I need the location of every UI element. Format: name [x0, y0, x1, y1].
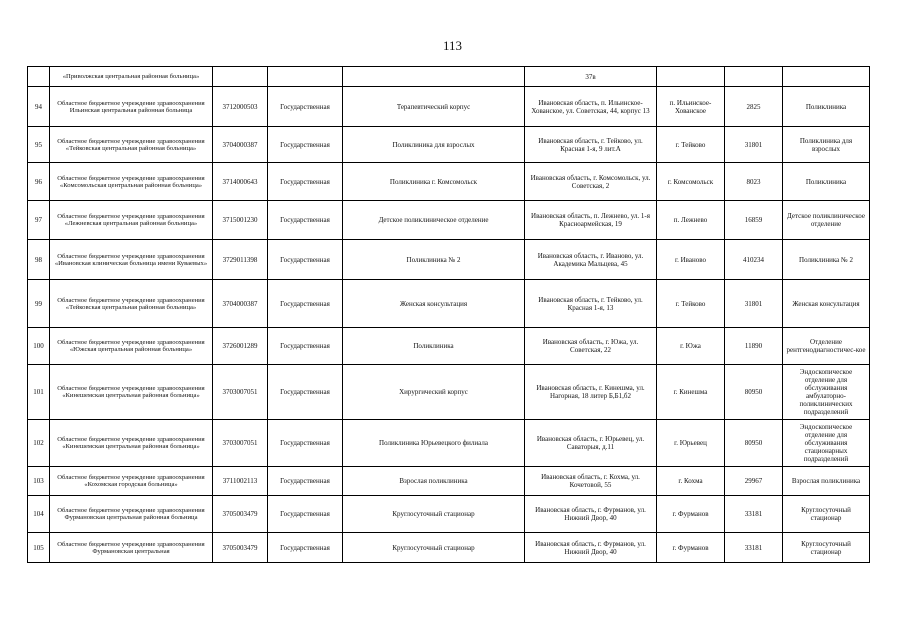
- organization-cell: Областное бюджетное учреждение здравоохранения Ильинская центральная районная больница: [50, 87, 213, 127]
- ownership-cell: Государственная: [268, 328, 343, 365]
- inn-cell: 3705003479: [213, 533, 268, 563]
- table-row: [28, 67, 870, 87]
- row-number-cell: 99: [28, 280, 50, 328]
- ownership-cell: Государственная: [268, 467, 343, 496]
- row-number-cell: 104: [28, 496, 50, 533]
- inn-cell: 3704000387: [213, 280, 268, 328]
- organization-cell: Областное бюджетное учреждение здравоохранения «Тейковская центральная районная больница»: [50, 127, 213, 163]
- table-row: [28, 87, 870, 127]
- address-cell: Ивановская область, г. Кинешма, ул. Нагорная, 18 литер Б,Б1,б2: [525, 365, 657, 420]
- table-row: [28, 365, 870, 420]
- code-cell: 80950: [725, 365, 783, 420]
- organization-cell: Областное бюджетное учреждение здравоохранения «Кинешемская центральная районная больница»: [50, 420, 213, 467]
- ownership-cell: Государственная: [268, 201, 343, 240]
- facility-type-cell: Эндоскопическое отделение для обслуживания стационарных подразделений: [783, 420, 870, 467]
- row-number-cell: 105: [28, 533, 50, 563]
- inn-cell: 3712000503: [213, 87, 268, 127]
- ownership-cell: Государственная: [268, 496, 343, 533]
- code-cell: 33181: [725, 496, 783, 533]
- code-cell: 410234: [725, 240, 783, 280]
- address-cell: Ивановская область, г. Юрьевец, ул. Саваторыя, д.11: [525, 420, 657, 467]
- code-cell: 11890: [725, 328, 783, 365]
- facility-name-cell: Поликлиника г. Комсомольск: [343, 163, 525, 201]
- facility-type-cell: Поликлиника для взрослых: [783, 127, 870, 163]
- inn-cell: 3711002113: [213, 467, 268, 496]
- address-cell: Ивановская область, г. Фурманов, ул. Нижний Двор, 40: [525, 496, 657, 533]
- facility-type-cell: Взрослая поликлиника: [783, 467, 870, 496]
- locality-cell: г. Фурманов: [657, 533, 725, 563]
- address-cell: Ивановская область, г. Иваново, ул. Академика Мальцева, 45: [525, 240, 657, 280]
- table-row: [28, 420, 870, 467]
- organization-cell: Областное бюджетное учреждение здравоохранения «Лежневская центральная районная больница»: [50, 201, 213, 240]
- address-cell: Ивановская область, г. Тейково, ул. Красная 1-я, 13: [525, 280, 657, 328]
- facility-type-cell: Поликлиника: [783, 163, 870, 201]
- ownership-cell: Государственная: [268, 280, 343, 328]
- table-row: [28, 163, 870, 201]
- table-row: [28, 280, 870, 328]
- organization-cell: Областное бюджетное учреждение здравоохранения «Ивановская клиническая больница имени Куваевых»: [50, 240, 213, 280]
- facility-type-cell: Круглосуточный стационар: [783, 496, 870, 533]
- table-row: [28, 467, 870, 496]
- facility-name-cell: Поликлиника № 2: [343, 240, 525, 280]
- locality-cell: п. Лежнево: [657, 201, 725, 240]
- address-cell: Ивановская область, п. Ильинское-Хованское, ул. Советская, 44, корпус 13: [525, 87, 657, 127]
- row-number-cell: 98: [28, 240, 50, 280]
- page-number: 113: [442, 38, 463, 53]
- locality-cell: п. Ильинское-Хованское: [657, 87, 725, 127]
- inn-cell: 3704000387: [213, 127, 268, 163]
- table-row: [28, 533, 870, 563]
- facility-name-cell: Детское поликлиническое отделение: [343, 201, 525, 240]
- address-cell: Ивановская область, г. Тейково, ул. Красная 1-я, 9 лит.А: [525, 127, 657, 163]
- facility-name-cell: Терапевтический корпус: [343, 87, 525, 127]
- table-row: [28, 496, 870, 533]
- organization-cell: Областное бюджетное учреждение здравоохранения Фурмановская центральная: [50, 533, 213, 563]
- address-cell: Ивановская область, г. Кохма, ул. Кочетовой, 55: [525, 467, 657, 496]
- locality-cell: г. Иваново: [657, 240, 725, 280]
- facility-type-cell: Женская консультация: [783, 280, 870, 328]
- facility-name-cell: Круглосуточный стационар: [343, 496, 525, 533]
- locality-cell: г. Фурманов: [657, 496, 725, 533]
- row-number-cell: 94: [28, 87, 50, 127]
- inn-cell: 3729011398: [213, 240, 268, 280]
- ownership-cell: Государственная: [268, 240, 343, 280]
- table-row: [28, 328, 870, 365]
- row-number-cell: 96: [28, 163, 50, 201]
- row-number-cell: 100: [28, 328, 50, 365]
- inn-cell: 3703007051: [213, 420, 268, 467]
- locality-cell: г. Комсомольск: [657, 163, 725, 201]
- code-cell: 29967: [725, 467, 783, 496]
- facility-type-cell: Отделение рентгенодиагностичес-кое: [783, 328, 870, 365]
- facility-name-cell: Поликлиника: [343, 328, 525, 365]
- inn-cell: 3703007051: [213, 365, 268, 420]
- organization-cell: Областное бюджетное учреждение здравоохранения «Тейковская центральная районная больница»: [50, 280, 213, 328]
- organization-cell: Областное бюджетное учреждение здравоохранения «Кинешемская центральная районная больница»: [50, 365, 213, 420]
- address-cell: 37в: [525, 67, 657, 87]
- facility-name-cell: Поликлиника Юрьевецкого филиала: [343, 420, 525, 467]
- organization-cell: Областное бюджетное учреждение здравоохранения «Комсомольская центральная районная больница»: [50, 163, 213, 201]
- inn-cell: 3714000643: [213, 163, 268, 201]
- ownership-cell: Государственная: [268, 87, 343, 127]
- code-cell: 8023: [725, 163, 783, 201]
- facility-type-cell: Детское поликлиническое отделение: [783, 201, 870, 240]
- facility-type-cell: Поликлиника № 2: [783, 240, 870, 280]
- ownership-cell: Государственная: [268, 163, 343, 201]
- address-cell: Ивановская область, г. Фурманов, ул. Нижний Двор, 40: [525, 533, 657, 563]
- locality-cell: г. Кинешма: [657, 365, 725, 420]
- ownership-cell: Государственная: [268, 420, 343, 467]
- row-number-cell: 103: [28, 467, 50, 496]
- ownership-cell: Государственная: [268, 127, 343, 163]
- facilities-table: [27, 66, 870, 563]
- locality-cell: г. Тейково: [657, 127, 725, 163]
- code-cell: 2825: [725, 87, 783, 127]
- inn-cell: 3705003479: [213, 496, 268, 533]
- facility-name-cell: Поликлиника для взрослых: [343, 127, 525, 163]
- facility-name-cell: Хирургический корпус: [343, 365, 525, 420]
- address-cell: Ивановская область, г. Южа, ул. Советская, 22: [525, 328, 657, 365]
- organization-cell: Областное бюджетное учреждение здравоохранения «Кохомская городская больница»: [50, 467, 213, 496]
- inn-cell: 3726001289: [213, 328, 268, 365]
- address-cell: Ивановская область, п. Лежнево, ул. 1-я Красноармейская, 19: [525, 201, 657, 240]
- row-number-cell: 97: [28, 201, 50, 240]
- facility-name-cell: Взрослая поликлиника: [343, 467, 525, 496]
- locality-cell: г. Юрьевец: [657, 420, 725, 467]
- table-row: [28, 240, 870, 280]
- code-cell: 33181: [725, 533, 783, 563]
- organization-cell: «Приволжская центральная районная больница»: [50, 67, 213, 87]
- organization-cell: Областное бюджетное учреждение здравоохранения «Южская центральная районная больница»: [50, 328, 213, 365]
- facility-type-cell: Круглосуточный стационар: [783, 533, 870, 563]
- code-cell: 31801: [725, 280, 783, 328]
- row-number-cell: 101: [28, 365, 50, 420]
- address-cell: Ивановская область, г. Комсомольск, ул. Советская, 2: [525, 163, 657, 201]
- code-cell: 80950: [725, 420, 783, 467]
- facility-name-cell: Женская консультация: [343, 280, 525, 328]
- locality-cell: г. Тейково: [657, 280, 725, 328]
- row-number-cell: 95: [28, 127, 50, 163]
- facility-type-cell: Поликлиника: [783, 87, 870, 127]
- ownership-cell: Государственная: [268, 533, 343, 563]
- row-number-cell: 102: [28, 420, 50, 467]
- organization-cell: Областное бюджетное учреждение здравоохранения Фурмановская центральная районная больница: [50, 496, 213, 533]
- facility-name-cell: Круглосуточный стационар: [343, 533, 525, 563]
- table-row: [28, 201, 870, 240]
- facility-type-cell: Эндоскопическое отделение для обслуживания амбулаторно-поликлинических подразделений: [783, 365, 870, 420]
- locality-cell: г. Кохма: [657, 467, 725, 496]
- locality-cell: г. Южа: [657, 328, 725, 365]
- code-cell: 31801: [725, 127, 783, 163]
- code-cell: 16859: [725, 201, 783, 240]
- ownership-cell: Государственная: [268, 365, 343, 420]
- table-row: [28, 127, 870, 163]
- inn-cell: 3715001230: [213, 201, 268, 240]
